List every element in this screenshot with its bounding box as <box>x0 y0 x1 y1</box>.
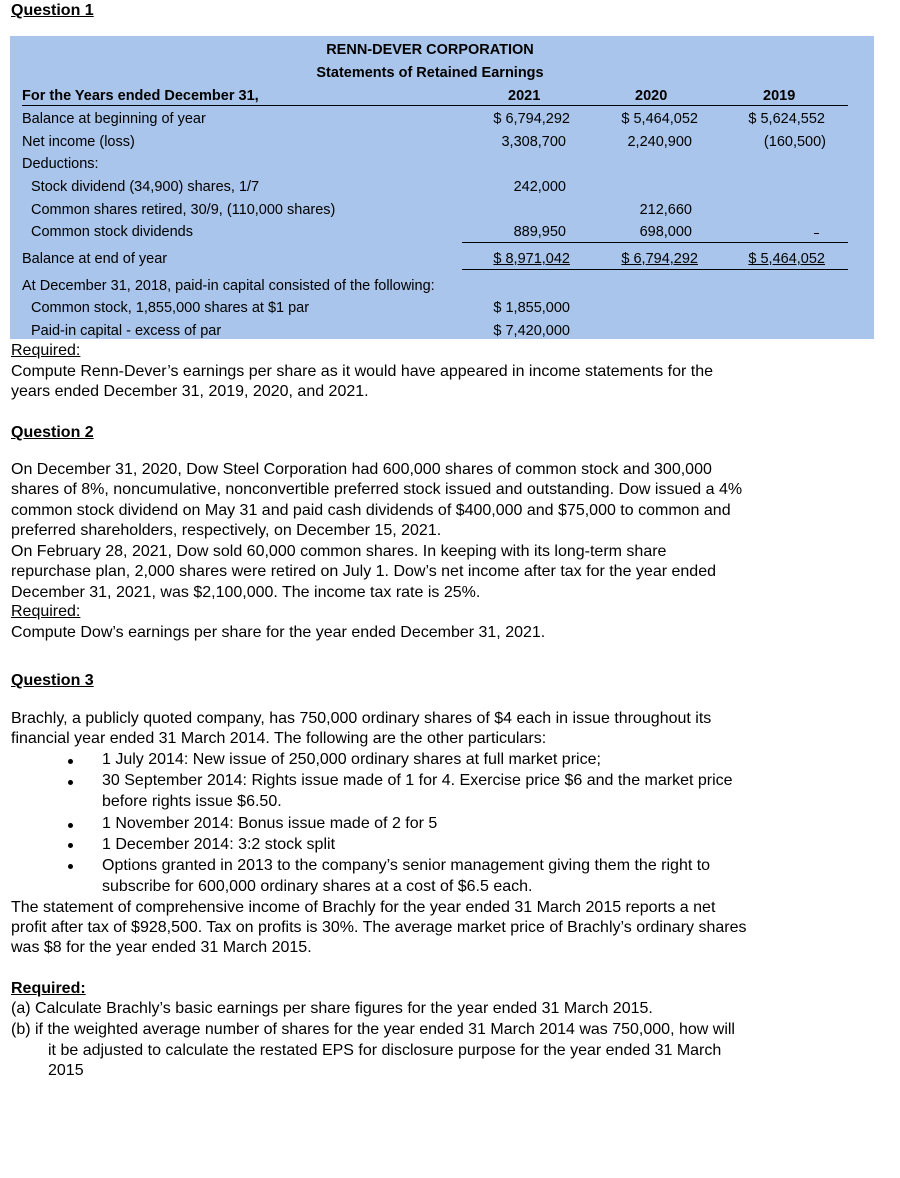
common-stock-label: Common stock, 1,855,000 shares at $1 par <box>31 300 310 316</box>
row-label-deductions: Deductions: <box>22 156 99 172</box>
q3-bullet-5-line-2: subscribe for 600,000 ordinary shares at a cost of $6.5 each. <box>102 878 533 895</box>
paid-in-intro: At December 31, 2018, paid-in capital consisted of the following: <box>22 278 435 294</box>
q3-bullet-3: 1 November 2014: Bonus issue made of 2 for 5 <box>102 815 438 832</box>
q1-required-line-1: Compute Renn-Dever’s earnings per share as it would have appeared in income statements for the <box>11 363 714 380</box>
q3-intro-line-2: financial year ended 31 March 2014. The following are the other particulars: <box>11 730 547 747</box>
q2-line-1: On December 31, 2020, Dow Steel Corporation had 600,000 shares of common stock and 300,000 <box>11 461 712 478</box>
q2-required-label: Required: <box>11 603 81 620</box>
bullet-icon <box>68 843 73 848</box>
header-rule <box>22 105 848 106</box>
q3-closing-line-2: profit after tax of $928,500. Tax on profits is 30%. The average market price of Brachly’s ordinary shares <box>11 919 747 936</box>
cash-dividends-2020: 698,000 <box>639 224 692 240</box>
net-income-2019: (160,500) <box>763 134 826 150</box>
cash-dividends-2019-dash <box>814 233 819 234</box>
bullet-icon <box>68 780 73 785</box>
bullet-icon <box>68 823 73 828</box>
balance-end-2019: $ 5,464,052 <box>748 251 825 267</box>
balance-begin-2020: $ 5,464,052 <box>621 111 698 127</box>
row-label-net-income: Net income (loss) <box>22 134 135 150</box>
period-label: For the Years ended December 31, <box>22 88 259 104</box>
q3-intro-line-1: Brachly, a publicly quoted company, has 750,000 ordinary shares of $4 each in issue throughout its <box>11 710 712 727</box>
row-label-balance-begin: Balance at beginning of year <box>22 111 206 127</box>
q3-required-b-line-3: 2015 <box>48 1062 84 1079</box>
q2-line-6: repurchase plan, 2,000 shares were retired on July 1. Dow’s net income after tax for the year ended <box>11 563 716 580</box>
q1-required-label: Required: <box>11 342 81 359</box>
q3-closing-line-3: was $8 for the year ended 31 March 2015. <box>11 939 312 956</box>
q3-bullet-2-line-1: 30 September 2014: Rights issue made of 1 for 4. Exercise price $6 and the market price <box>102 772 733 789</box>
q2-line-5: On February 28, 2021, Dow sold 60,000 common shares. In keeping with its long-term share <box>11 543 667 560</box>
company-name: RENN-DEVER CORPORATION <box>326 42 534 58</box>
q3-closing-line-1: The statement of comprehensive income of Brachly for the year ended 31 March 2015 reports a net <box>11 899 716 916</box>
excess-par-label: Paid-in capital - excess of par <box>31 323 222 339</box>
common-stock-value: $ 1,855,000 <box>493 300 570 316</box>
row-label-cash-dividends: Common stock dividends <box>31 224 193 240</box>
balance-end-2020: $ 6,794,292 <box>621 251 698 267</box>
net-income-2020: 2,240,900 <box>627 134 692 150</box>
question-1-heading: Question 1 <box>11 2 94 19</box>
q3-bullet-4: 1 December 2014: 3:2 stock split <box>102 836 336 853</box>
statement-title: Statements of Retained Earnings <box>316 65 544 81</box>
bullet-icon <box>68 864 73 869</box>
q2-line-3: common stock dividend on May 31 and paid cash dividends of $400,000 and $75,000 to common and <box>11 502 731 519</box>
q1-required-line-2: years ended December 31, 2019, 2020, and 2021. <box>11 383 369 400</box>
q2-line-4: preferred shareholders, respectively, on December 15, 2021. <box>11 522 442 539</box>
q3-bullet-1: 1 July 2014: New issue of 250,000 ordinary shares at full market price; <box>102 751 601 768</box>
q3-bullet-2-line-2: before rights issue $6.50. <box>102 793 282 810</box>
subtotal-rule <box>462 242 848 243</box>
stock-dividend-2021: 242,000 <box>513 179 566 195</box>
question-2-heading: Question 2 <box>11 424 94 441</box>
q3-required-label: Required: <box>11 980 86 997</box>
bullet-icon <box>68 759 73 764</box>
q3-required-b-line-2: it be adjusted to calculate the restated EPS for disclosure purpose for the year ended 31 March <box>48 1042 722 1059</box>
balance-begin-2019: $ 5,624,552 <box>748 111 825 127</box>
year-header-2021: 2021 <box>508 88 541 104</box>
q2-line-7: December 31, 2021, was $2,100,000. The income tax rate is 25%. <box>11 584 481 601</box>
balance-end-2021: $ 8,971,042 <box>493 251 570 267</box>
cash-dividends-2021: 889,950 <box>513 224 566 240</box>
shares-retired-2020: 212,660 <box>639 202 692 218</box>
q3-required-a: (a) Calculate Brachly’s basic earnings per share figures for the year ended 31 March 2015. <box>11 1000 653 1017</box>
net-income-2021: 3,308,700 <box>501 134 566 150</box>
q3-bullet-5-line-1: Options granted in 2013 to the company’s senior management giving them the right to <box>102 857 711 874</box>
q2-required-text: Compute Dow’s earnings per share for the year ended December 31, 2021. <box>11 624 546 641</box>
q2-line-2: shares of 8%, noncumulative, nonconvertible preferred stock issued and outstanding. Dow issued a 4% <box>11 481 743 498</box>
year-header-2020: 2020 <box>635 88 668 104</box>
question-3-heading: Question 3 <box>11 672 94 689</box>
row-label-shares-retired: Common shares retired, 30/9, (110,000 shares) <box>31 202 336 218</box>
year-header-2019: 2019 <box>763 88 796 104</box>
row-label-stock-dividend: Stock dividend (34,900) shares, 1/7 <box>31 179 260 195</box>
excess-par-value: $ 7,420,000 <box>493 323 570 339</box>
total-rule <box>462 269 848 270</box>
q3-required-b-line-1: (b) if the weighted average number of shares for the year ended 31 March 2014 was 750,000, how will <box>11 1021 735 1038</box>
row-label-balance-end: Balance at end of year <box>22 251 168 267</box>
balance-begin-2021: $ 6,794,292 <box>493 111 570 127</box>
